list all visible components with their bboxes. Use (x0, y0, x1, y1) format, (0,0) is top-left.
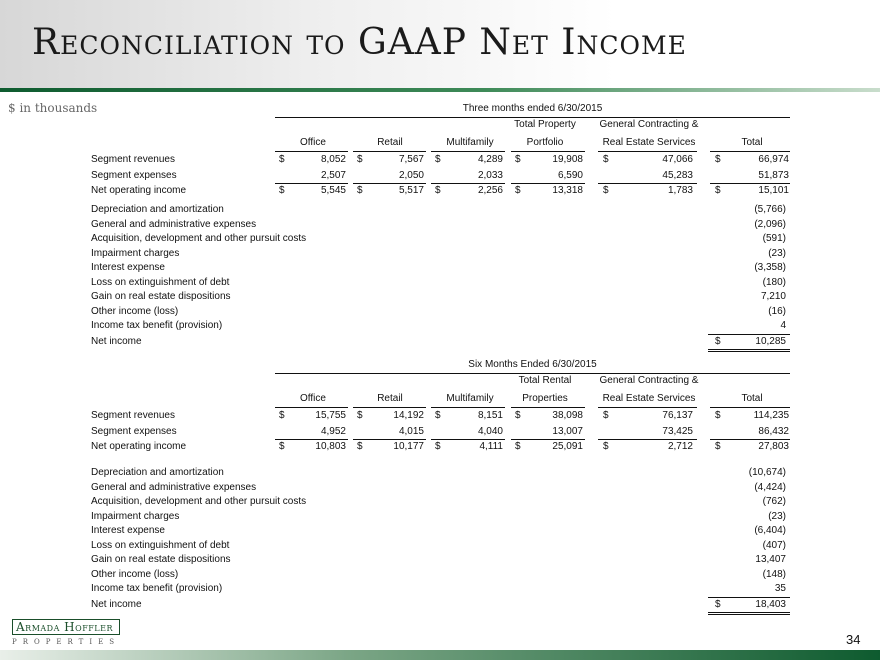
units-note: $ in thousands (8, 101, 98, 115)
q-col-header: Retail (377, 137, 403, 148)
s-col-header-top: General Contracting & (599, 375, 699, 386)
s-currency-sign: $ (357, 410, 363, 421)
s-col-header: Retail (377, 393, 403, 404)
q-adjustment-value: (16) (768, 305, 786, 317)
q-adjustment-label: Gain on real estate dispositions (91, 291, 231, 302)
s-cell: 15,755 (315, 410, 346, 421)
q-adjustment-label: Impairment charges (91, 247, 180, 259)
s-currency-sign: $ (279, 410, 285, 421)
q-cell: 51,873 (758, 170, 789, 181)
q-col-header: Office (300, 137, 326, 148)
s-currency-sign: $ (357, 441, 363, 452)
q-net-income-value: 10,285 (755, 335, 786, 347)
q-cell: 47,066 (662, 154, 693, 165)
q-adjustment-value: (591) (762, 233, 786, 244)
page-title: Reconciliation to GAAP Net Income (32, 22, 687, 63)
q-col-header: Real Estate Services (602, 137, 696, 148)
s-adjustment-label: Impairment charges (91, 510, 180, 522)
footer-bar (0, 650, 880, 660)
q-cell: 5,517 (398, 185, 424, 196)
s-cell: 76,137 (662, 410, 693, 421)
s-double-rule-2 (708, 614, 790, 615)
q-currency-sign: $ (279, 185, 285, 196)
q-cell: 6,590 (557, 170, 583, 181)
s-row-label: Segment revenues (91, 410, 175, 421)
s-col-header-rule (511, 407, 585, 408)
s-cell: 114,235 (753, 410, 789, 421)
page-number: 34 (846, 632, 861, 647)
q-col-header: Portfolio (526, 137, 564, 148)
q-currency-sign: $ (715, 154, 721, 165)
q-adjustment-label: Income tax benefit (provision) (91, 320, 223, 331)
q-adjustment-label: Interest expense (91, 262, 165, 273)
s-cell: 10,803 (315, 441, 346, 452)
s-col-header-rule (598, 407, 697, 408)
s-row-label: Net operating income (91, 441, 187, 452)
s-cell: 13,007 (552, 426, 583, 437)
s-col-header: Properties (522, 393, 568, 404)
q-cell: 13,318 (552, 185, 583, 196)
q-col-header-rule (353, 151, 426, 152)
s-currency-sign: $ (715, 441, 721, 452)
s-adjustment-value: (148) (762, 568, 786, 580)
q-currency-sign: $ (715, 335, 721, 347)
q-adjustment-label: Depreciation and amortization (91, 204, 224, 215)
q-row-label: Net operating income (91, 185, 187, 196)
s-net-income-value: 18,403 (755, 598, 786, 610)
s-cell: 4,040 (477, 426, 503, 437)
s-col-header: Multifamily (446, 393, 494, 404)
s-cell: 38,098 (552, 410, 583, 421)
q-adjustment-label: General and administrative expenses (91, 218, 257, 230)
q-adjustment-label: Other income (loss) (91, 305, 179, 317)
s-cell: 73,425 (662, 426, 693, 437)
q-row-label: Segment expenses (91, 170, 177, 181)
q-currency-sign: $ (435, 154, 441, 165)
s-adjustment-value: 13,407 (755, 554, 786, 565)
q-col-header-rule (511, 151, 585, 152)
s-col-header-rule (353, 407, 426, 408)
s-currency-sign: $ (435, 441, 441, 452)
s-cell: 4,111 (479, 441, 503, 452)
s-cell: 4,952 (320, 426, 346, 437)
s-col-header: Total (741, 393, 763, 404)
s-cell: 86,432 (758, 426, 789, 437)
q-currency-sign: $ (515, 185, 521, 196)
s-currency-sign: $ (515, 410, 521, 421)
s-row-label: Segment expenses (91, 426, 177, 437)
s-currency-sign: $ (603, 410, 609, 421)
q-cell: 1,783 (667, 185, 693, 196)
s-currency-sign: $ (435, 410, 441, 421)
q-cell: 2,050 (398, 170, 424, 181)
s-col-header-rule (431, 407, 505, 408)
s-currency-sign: $ (603, 441, 609, 452)
s-currency-sign: $ (515, 441, 521, 452)
q-adjustment-value: 4 (780, 320, 786, 331)
s-col-header: Office (300, 393, 326, 404)
q-double-rule-1 (708, 349, 790, 350)
s-adjustment-label: Acquisition, development and other pursuit costs (91, 496, 307, 507)
s-adjustment-value: (10,674) (748, 467, 786, 478)
s-cell: 10,177 (393, 441, 424, 452)
s-adjustment-label: Depreciation and amortization (91, 467, 224, 478)
s-cell: 8,151 (477, 410, 503, 421)
q-col-header-top: General Contracting & (599, 119, 699, 130)
q-net-income-label: Net income (91, 335, 142, 347)
s-cell: 2,712 (667, 441, 693, 452)
s-adjustment-label: General and administrative expenses (91, 481, 257, 493)
s-adjustment-label: Interest expense (91, 525, 165, 536)
q-cell: 45,283 (662, 170, 693, 181)
logo-subtitle: PROPERTIES (12, 638, 121, 646)
s-col-header-rule (275, 407, 348, 408)
q-col-header: Total (741, 137, 763, 148)
q-adjustment-value: 7,210 (760, 291, 786, 302)
q-currency-sign: $ (279, 154, 285, 165)
s-adjustment-label: Loss on extinguishment of debt (91, 539, 230, 551)
q-currency-sign: $ (515, 154, 521, 165)
q-currency-sign: $ (603, 185, 609, 196)
q-double-rule-2 (708, 351, 790, 352)
q-adjustment-label: Acquisition, development and other pursuit costs (91, 233, 307, 244)
q-currency-sign: $ (603, 154, 609, 165)
s-period-title: Six Months Ended 6/30/2015 (468, 359, 597, 370)
q-cell: 2,256 (477, 185, 503, 196)
q-cell: 2,033 (477, 170, 503, 181)
q-cell: 19,908 (552, 154, 583, 165)
s-cell: 27,803 (758, 441, 789, 452)
s-adjustment-label: Gain on real estate dispositions (91, 554, 231, 565)
q-cell: 2,507 (320, 170, 346, 181)
s-col-header-top: Total Rental (518, 375, 572, 386)
company-logo (12, 619, 120, 646)
logo-wordmark: Armada Hoffler (12, 619, 120, 635)
s-adjustment-value: (6,404) (754, 525, 786, 536)
s-currency-sign: $ (715, 598, 721, 610)
q-period-title: Three months ended 6/30/2015 (462, 103, 603, 114)
q-adjustment-value: (3,358) (754, 262, 786, 273)
q-col-header: Multifamily (446, 137, 494, 148)
q-cell: 66,974 (758, 154, 789, 165)
s-cell: 14,192 (393, 410, 424, 421)
s-adjustment-value: (23) (768, 510, 786, 522)
s-cell: 25,091 (552, 441, 583, 452)
q-cell: 5,545 (320, 185, 346, 196)
s-adjustment-label: Income tax benefit (provision) (91, 583, 223, 594)
s-adjustment-value: 35 (774, 583, 786, 594)
s-double-rule-1 (708, 612, 790, 613)
s-adjustment-value: (762) (762, 496, 786, 507)
q-col-header-rule (710, 151, 790, 152)
q-adjustment-label: Loss on extinguishment of debt (91, 276, 230, 288)
s-currency-sign: $ (279, 441, 285, 452)
q-row-label: Segment revenues (91, 154, 175, 165)
q-currency-sign: $ (715, 185, 721, 196)
s-adjustment-value: (407) (762, 539, 786, 551)
q-col-header-top: Total Property (514, 119, 576, 130)
q-adjustment-value: (180) (762, 276, 786, 288)
q-cell: 8,052 (320, 154, 346, 165)
q-currency-sign: $ (435, 185, 441, 196)
q-cell: 15,101 (758, 185, 789, 196)
q-adjustment-value: (2,096) (754, 218, 786, 230)
s-currency-sign: $ (715, 410, 721, 421)
q-col-header-rule (275, 151, 348, 152)
header-rule (0, 88, 880, 92)
q-adjustment-value: (5,766) (754, 204, 786, 215)
s-adjustment-label: Other income (loss) (91, 568, 179, 580)
s-col-header-rule (710, 407, 790, 408)
q-cell: 7,567 (398, 154, 424, 165)
s-adjustment-value: (4,424) (754, 481, 786, 493)
s-col-header: Real Estate Services (602, 393, 696, 404)
q-adjustment-value: (23) (768, 247, 786, 259)
q-col-header-rule (431, 151, 505, 152)
q-col-header-rule (598, 151, 697, 152)
s-cell: 4,015 (398, 426, 424, 437)
q-currency-sign: $ (357, 185, 363, 196)
q-currency-sign: $ (357, 154, 363, 165)
s-net-income-label: Net income (91, 598, 142, 610)
q-cell: 4,289 (477, 154, 503, 165)
